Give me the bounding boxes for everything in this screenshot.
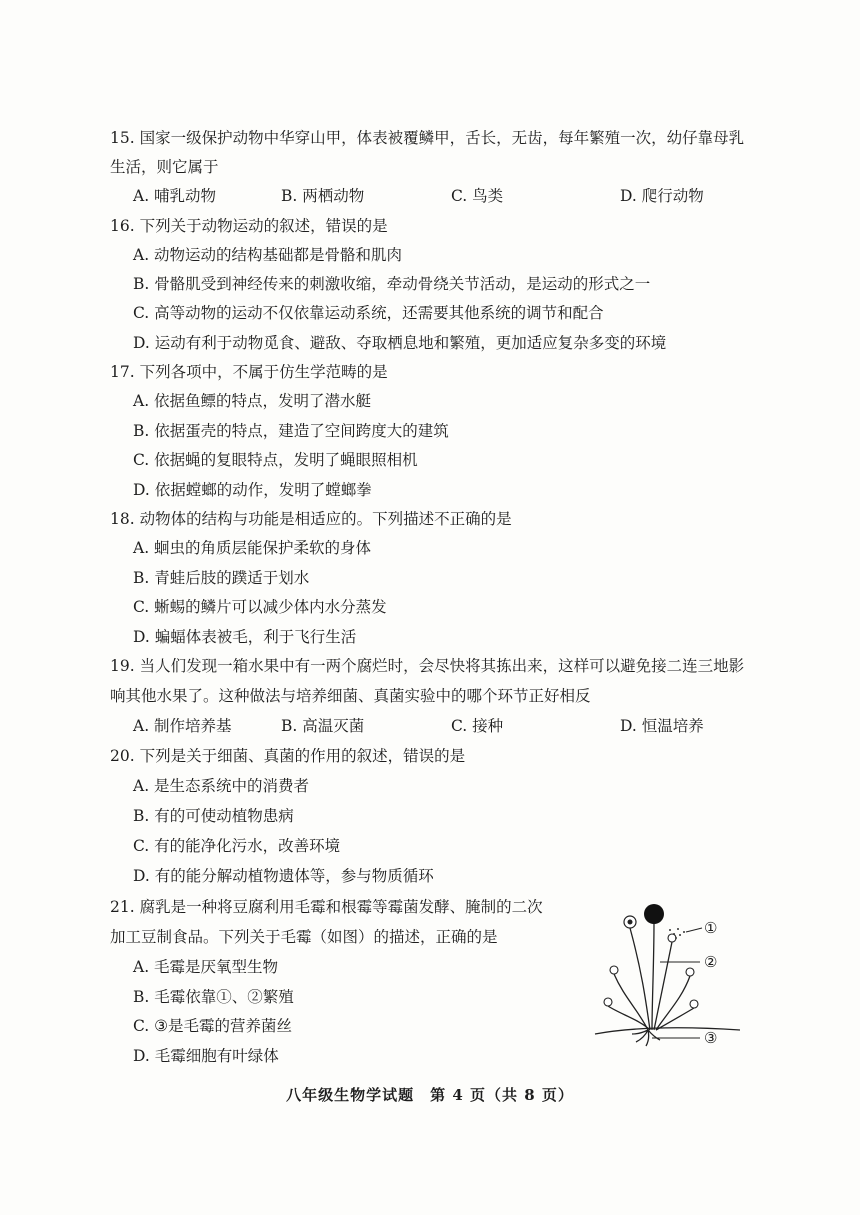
q16-option-d: D. 运动有利于动物觅食、避敌、夺取栖息地和繁殖，更加适应复杂多变的环境 (133, 334, 667, 352)
q15-stem-line1: 15. 国家一级保护动物中华穿山甲，体表被覆鳞甲，舌长，无齿，每年繁殖一次，幼仔靠母乳 (110, 129, 745, 147)
figure-label-1: ① (704, 919, 718, 937)
q17-stem: 17. 下列各项中，不属于仿生学范畴的是 (110, 363, 388, 381)
q15-option-c: C. 鸟类 (451, 187, 504, 205)
q19-option-b: B. 高温灭菌 (281, 717, 365, 735)
q17-option-b: B. 依据蛋壳的特点，建造了空间跨度大的建筑 (133, 422, 449, 440)
q20-option-d: D. 有的能分解动植物遗体等，参与物质循环 (133, 867, 434, 885)
page-footer: 八年级生物学试题 第 4 页（共 8 页） (286, 1086, 574, 1104)
q19-option-a: A. 制作培养基 (133, 717, 232, 735)
q21-option-a: A. 毛霉是厌氧型生物 (133, 958, 279, 976)
q15-option-b: B. 两栖动物 (281, 187, 365, 205)
q21-option-d: D. 毛霉细胞有叶绿体 (133, 1047, 279, 1065)
figure-label-2: ② (704, 953, 718, 971)
mucor-illustration (590, 902, 740, 1052)
q18-option-c: C. 蜥蜴的鳞片可以减少体内水分蒸发 (133, 598, 387, 616)
q16-option-c: C. 高等动物的运动不仅依靠运动系统，还需要其他系统的调节和配合 (133, 304, 604, 322)
q18-option-d: D. 蝙蝠体表被毛，利于飞行生活 (133, 628, 357, 646)
q16-option-a: A. 动物运动的结构基础都是骨骼和肌肉 (133, 246, 403, 264)
q19-option-c: C. 接种 (451, 717, 504, 735)
q21-option-b: B. 毛霉依靠①、②繁殖 (133, 988, 294, 1006)
q18-option-b: B. 青蛙后肢的蹼适于划水 (133, 569, 310, 587)
q19-option-d: D. 恒温培养 (620, 717, 704, 735)
q17-option-d: D. 依据螳螂的动作，发明了螳螂拳 (133, 481, 372, 499)
q19-stem-line1: 19. 当人们发现一箱水果中有一两个腐烂时，会尽快将其拣出来，这样可以避免接二连三地影 (110, 657, 745, 675)
q17-option-a: A. 依据鱼鳔的特点，发明了潜水艇 (133, 392, 372, 410)
q20-stem: 20. 下列是关于细菌、真菌的作用的叙述，错误的是 (110, 747, 466, 765)
q19-stem-line2: 响其他水果了。这种做法与培养细菌、真菌实验中的哪个环节正好相反 (110, 687, 591, 705)
q15-stem-line2: 生活，则它属于 (110, 158, 219, 176)
q20-option-a: A. 是生态系统中的消费者 (133, 777, 310, 795)
q21-stem-line1: 21. 腐乳是一种将豆腐利用毛霉和根霉等霉菌发酵、腌制的二次 (110, 898, 543, 916)
q18-option-a: A. 蛔虫的角质层能保护柔软的身体 (133, 539, 372, 557)
q17-option-c: C. 依据蝇的复眼特点，发明了蝇眼照相机 (133, 451, 418, 469)
q20-option-c: C. 有的能净化污水，改善环境 (133, 837, 341, 855)
q16-stem: 16. 下列关于动物运动的叙述，错误的是 (110, 217, 388, 235)
q16-option-b: B. 骨骼肌受到神经传来的刺激收缩，牵动骨绕关节活动，是运动的形式之一 (133, 275, 651, 293)
q15-option-a: A. 哺乳动物 (133, 187, 217, 205)
q20-option-b: B. 有的可使动植物患病 (133, 807, 294, 825)
q18-stem: 18. 动物体的结构与功能是相适应的。下列描述不正确的是 (110, 510, 512, 528)
q15-option-d: D. 爬行动物 (620, 187, 704, 205)
q21-stem-line2: 加工豆制食品。下列关于毛霉（如图）的描述，正确的是 (110, 928, 498, 946)
q21-option-c: C. ③是毛霉的营养菌丝 (133, 1017, 293, 1035)
figure-label-3: ③ (704, 1029, 718, 1047)
mucor-figure (590, 902, 740, 1052)
